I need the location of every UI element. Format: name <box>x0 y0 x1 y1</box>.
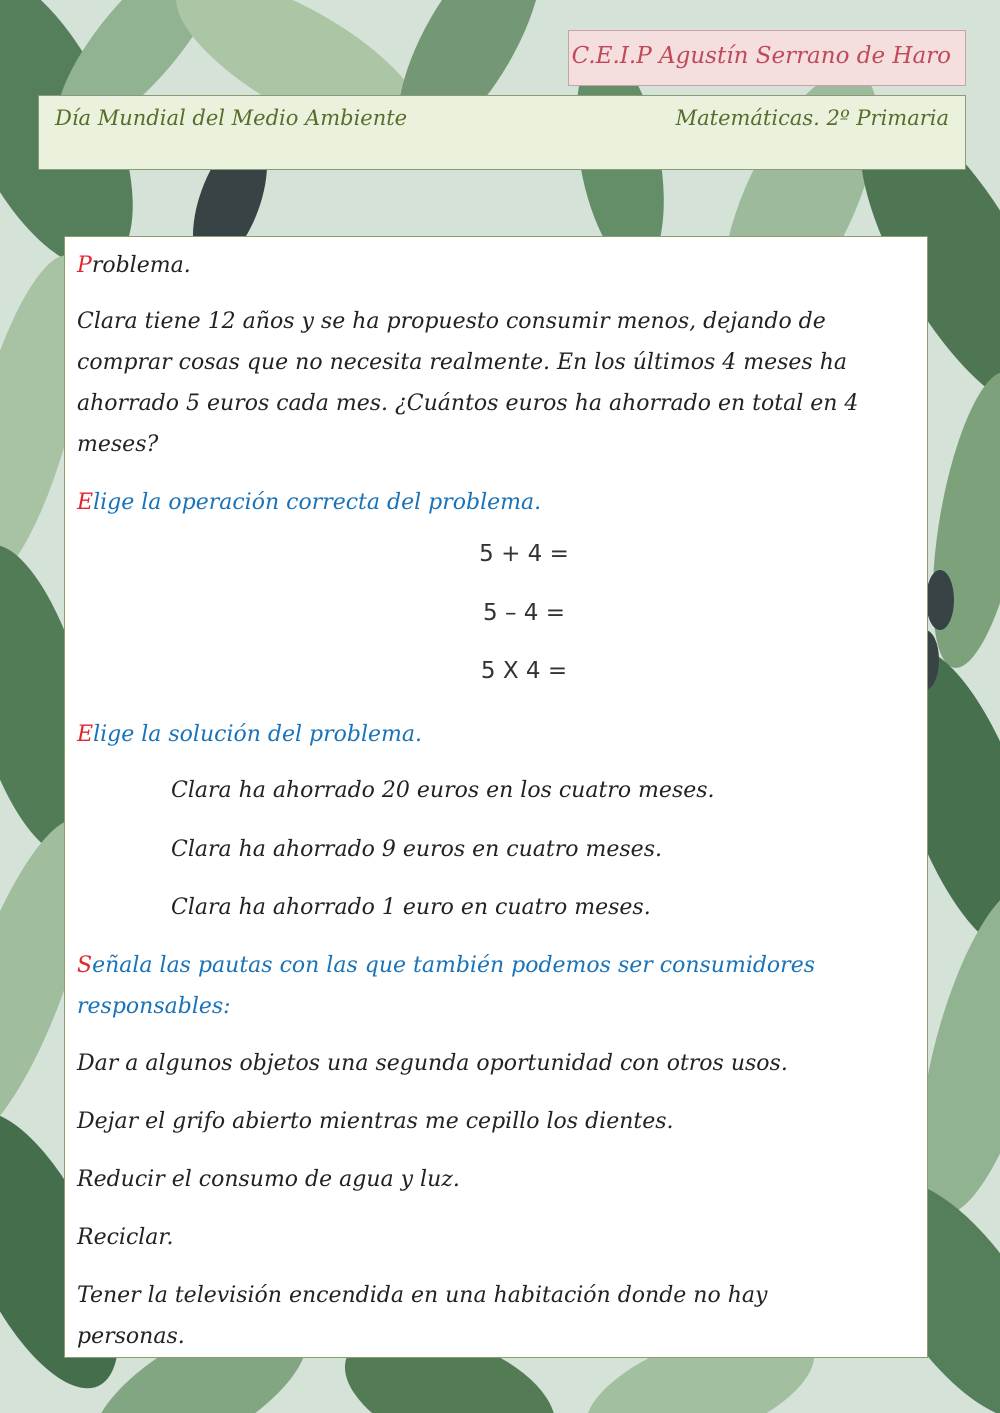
event-title: Día Mundial del Medio Ambiente <box>55 106 408 130</box>
header-bar <box>38 95 966 170</box>
guidelines-heading-cont: responsables: <box>77 994 231 1019</box>
worksheet-card <box>64 236 928 1358</box>
operation-option[interactable]: 5 X 4 = <box>480 658 568 684</box>
solution-option[interactable]: Clara ha ahorrado 20 euros en los cuatro meses. <box>171 778 715 803</box>
problem-line: ahorrado 5 euros cada mes. ¿Cuántos euros ha ahorrado en total en 4 <box>77 391 859 416</box>
operation-option[interactable]: 5 + 4 = <box>479 541 569 567</box>
problem-heading: Problema. <box>77 253 191 278</box>
operation-option[interactable]: 5 – 4 = <box>483 600 565 626</box>
guideline-option[interactable]: Reciclar. <box>77 1225 174 1250</box>
operation-heading: Elige la operación correcta del problema. <box>77 490 542 515</box>
guideline-option[interactable]: Dar a algunos objetos una segunda oportunidad con otros usos. <box>77 1051 788 1076</box>
guideline-option[interactable]: Reducir el consumo de agua y luz. <box>77 1167 460 1192</box>
guideline-option-cont[interactable]: personas. <box>77 1324 185 1349</box>
guideline-option[interactable]: Tener la televisión encendida en una habitación donde no hay <box>77 1283 768 1308</box>
solution-heading: Elige la solución del problema. <box>77 722 422 747</box>
problem-line: comprar cosas que no necesita realmente. En los últimos 4 meses ha <box>77 350 847 375</box>
solution-option[interactable]: Clara ha ahorrado 9 euros en cuatro meses. <box>171 837 662 862</box>
guideline-option[interactable]: Dejar el grifo abierto mientras me cepillo los dientes. <box>77 1109 674 1134</box>
problem-line: meses? <box>77 432 159 457</box>
school-name-box <box>568 30 966 86</box>
guidelines-heading: Señala las pautas con las que también podemos ser consumidores <box>77 953 816 978</box>
subject-grade: Matemáticas. 2º Primaria <box>675 106 949 130</box>
problem-line: Clara tiene 12 años y se ha propuesto consumir menos, dejando de <box>77 309 826 334</box>
solution-option[interactable]: Clara ha ahorrado 1 euro en cuatro meses. <box>171 895 651 920</box>
school-name: C.E.I.P Agustín Serrano de Haro <box>571 43 951 69</box>
